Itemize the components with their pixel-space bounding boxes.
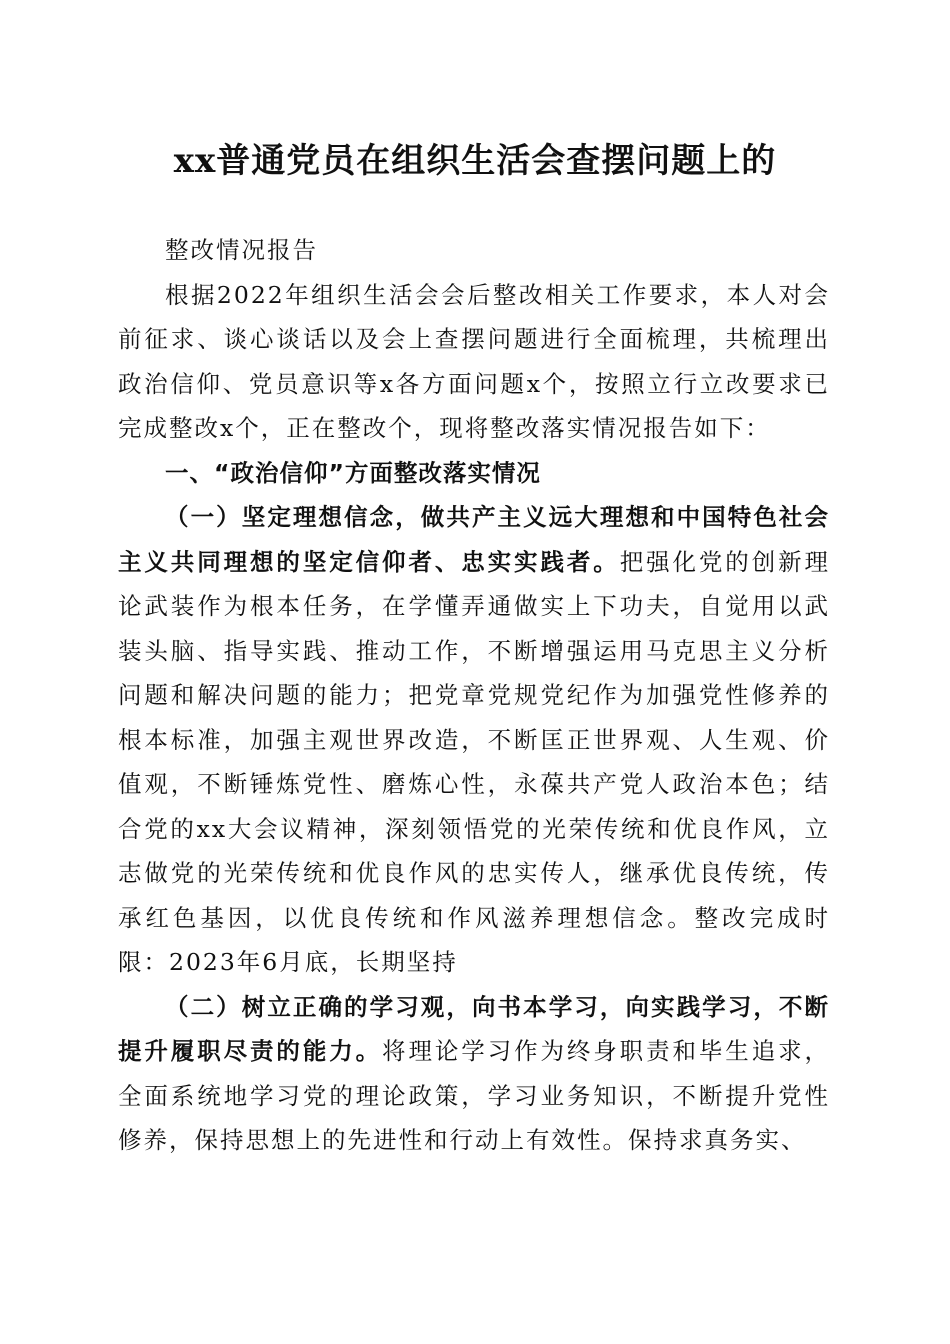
item-2-body: 将理论学习作为终身职责和毕生追求，全面系统地学习党的理论政策，学习业务知识，不断提升党性修养，保持思想上的先进性和行动上有效性。保持求真务实、 [118,1037,831,1154]
item-2-paragraph [118,985,830,1163]
item-2-lead: （二）树立正确的学习观，向书本学习，向实践学习，不断提升履职尽责的能力。 [118,992,830,1065]
item-1-lead: （一）坚定理想信念，做共产主义远大理想和中国特色社会主义共同理想的坚定信仰者、忠实实践者。 [118,503,830,576]
intro-paragraph: 根据2022年组织生活会会后整改相关工作要求，本人对会前征求、谈心谈话以及会上查摆问题进行全面梳理，共梳理出政治信仰、党员意识等x各方面问题x个，按照立行立改要求已完成整改x个，正在整改个，现将整改落实情况报告如下： [118,280,830,442]
document-subtitle: 整改情况报告 [165,236,318,264]
section-heading-political-belief: 一、“政治信仰”方面整改落实情况 [165,458,541,487]
document-title: xx普通党员在组织生活会查摆问题上的 [173,141,777,181]
document-body [118,228,830,1163]
item-1-body: 把强化党的创新理论武装作为根本任务，在学懂弄通做实上下功夫，自觉用以武装头脑、指导实践、推动工作，不断增强运用马克思主义分析问题和解决问题的能力；把党章党规党纪作为加强党性修养的根本标准，加强主观世界改造，不断匡正世界观、人生观、价值观，不断锤炼党性、磨炼心性，永葆共产党人政治本色；结合党的xx大会议精神，深刻领悟党的光荣传统和优良作风，立志做党的光荣传统和优良作风的忠实传人，继承优良传统，传承红色基因，以优良传统和作风滋养理想信念。整改完成时限：2023年6月底，长期坚持 [118,547,831,976]
item-1-paragraph [118,495,830,985]
